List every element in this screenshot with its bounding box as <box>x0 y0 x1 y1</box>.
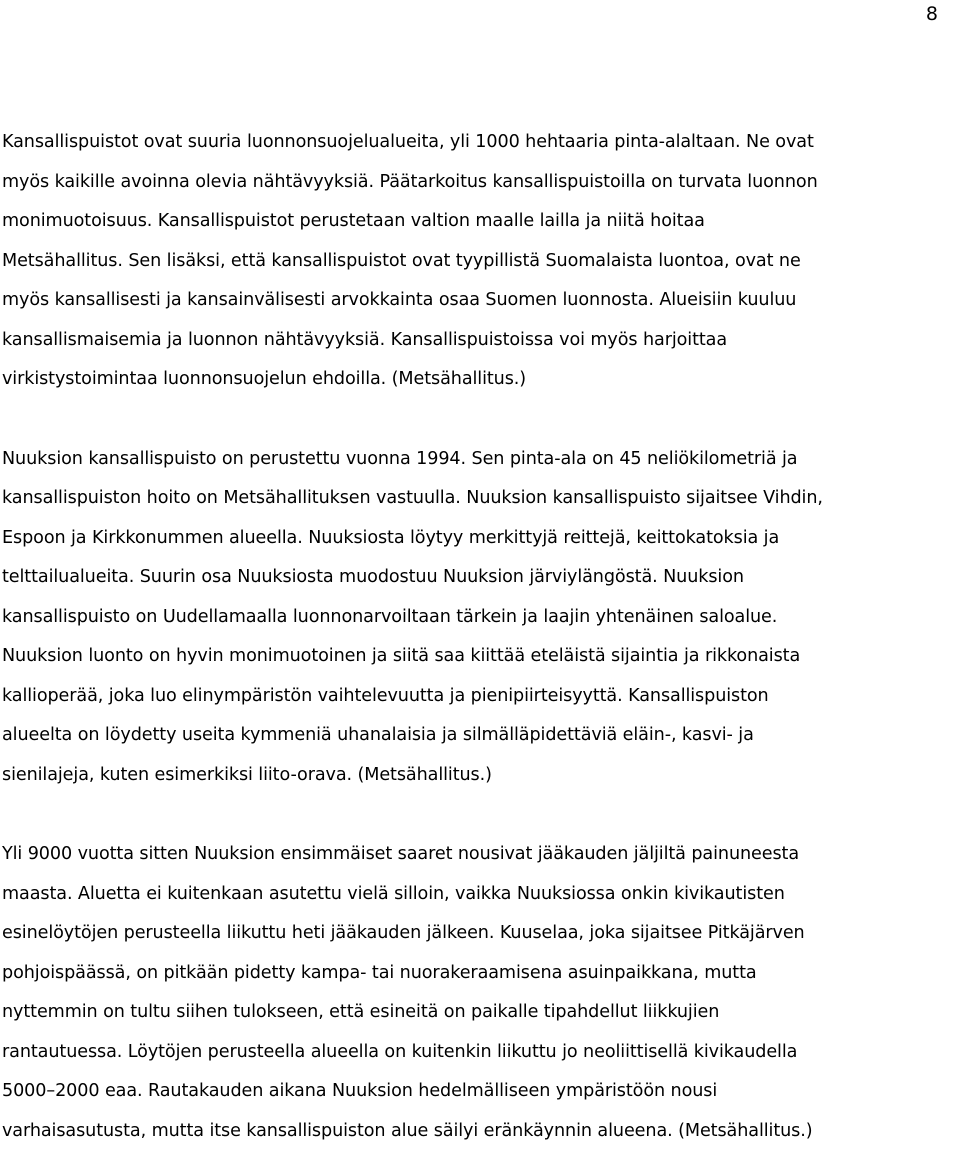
text-line: esinelöytöjen perusteella liikuttu heti jääkauden jälkeen. Kuuselaa, joka sijaitsee Pitkäjärven <box>2 914 958 954</box>
text-line: Metsähallitus. Sen lisäksi, että kansallispuistot ovat tyypillistä Suomalaista luontoa, ovat ne <box>2 242 958 282</box>
text-line: kansallismaisemia ja luonnon nähtävyyksiä. Kansallispuistoissa voi myös harjoittaa <box>2 321 958 361</box>
text-line: telttailualueita. Suurin osa Nuuksiosta muodostuu Nuuksion järviylängöstä. Nuuksion <box>2 558 958 598</box>
paragraph-national-parks <box>2 123 958 400</box>
text-line: kansallispuiston hoito on Metsähallituksen vastuulla. Nuuksion kansallispuisto sijaitsee Vihdin, <box>2 479 958 519</box>
text-line: Nuuksion luonto on hyvin monimuotoinen ja siitä saa kiittää eteläistä sijaintia ja rikkonaista <box>2 637 958 677</box>
text-line: myös kaikille avoinna olevia nähtävyyksiä. Päätarkoitus kansallispuistoilla on turvata luonnon <box>2 163 958 203</box>
text-line: maasta. Aluetta ei kuitenkaan asutettu vielä silloin, vaikka Nuuksiossa onkin kivikautisten <box>2 875 958 915</box>
text-line: sienilajeja, kuten esimerkiksi liito-orava. (Metsähallitus.) <box>2 756 958 796</box>
text-line: Kansallispuistot ovat suuria luonnonsuojelualueita, yli 1000 hehtaaria pinta-alaltaan. Ne ovat <box>2 123 958 163</box>
paragraph-nuuksio-history <box>2 835 958 1151</box>
text-line: kansallispuisto on Uudellamaalla luonnonarvoiltaan tärkein ja laajin yhtenäinen saloalue. <box>2 598 958 638</box>
text-line: virkistystoimintaa luonnonsuojelun ehdoilla. (Metsähallitus.) <box>2 360 958 400</box>
page-number: 8 <box>926 2 938 26</box>
text-line: alueelta on löydetty useita kymmeniä uhanalaisia ja silmälläpidettäviä eläin-, kasvi- ja <box>2 716 958 756</box>
paragraph-nuuksio-park <box>2 440 958 796</box>
text-line: nyttemmin on tultu siihen tulokseen, että esineitä on paikalle tipahdellut liikkujien <box>2 993 958 1033</box>
text-line: Yli 9000 vuotta sitten Nuuksion ensimmäiset saaret nousivat jääkauden jäljiltä painuneesta <box>2 835 958 875</box>
text-line: monimuotoisuus. Kansallispuistot perustetaan valtion maalle lailla ja niitä hoitaa <box>2 202 958 242</box>
text-line: myös kansallisesti ja kansainvälisesti arvokkainta osaa Suomen luonnosta. Alueisiin kuuluu <box>2 281 958 321</box>
paragraph-gap <box>2 400 958 440</box>
text-line: kallioperää, joka luo elinympäristön vaihtelevuutta ja pienipiirteisyyttä. Kansallispuiston <box>2 677 958 717</box>
text-line: varhaisasutusta, mutta itse kansallispuiston alue säilyi eränkäynnin alueena. (Metsähallitus.) <box>2 1112 958 1151</box>
text-line: 5000–2000 eaa. Rautakauden aikana Nuuksion hedelmälliseen ympäristöön nousi <box>2 1072 958 1112</box>
text-line: Nuuksion kansallispuisto on perustettu vuonna 1994. Sen pinta-ala on 45 neliökilometriä ja <box>2 440 958 480</box>
paragraph-gap <box>2 795 958 835</box>
document-body <box>2 123 958 1151</box>
text-line: pohjoispäässä, on pitkään pidetty kampa- tai nuorakeraamisena asuinpaikkana, mutta <box>2 954 958 994</box>
text-line: rantautuessa. Löytöjen perusteella alueella on kuitenkin liikuttu jo neoliittisellä kivikaudella <box>2 1033 958 1073</box>
text-line: Espoon ja Kirkkonummen alueella. Nuuksiosta löytyy merkittyjä reittejä, keittokatoksia ja <box>2 519 958 559</box>
